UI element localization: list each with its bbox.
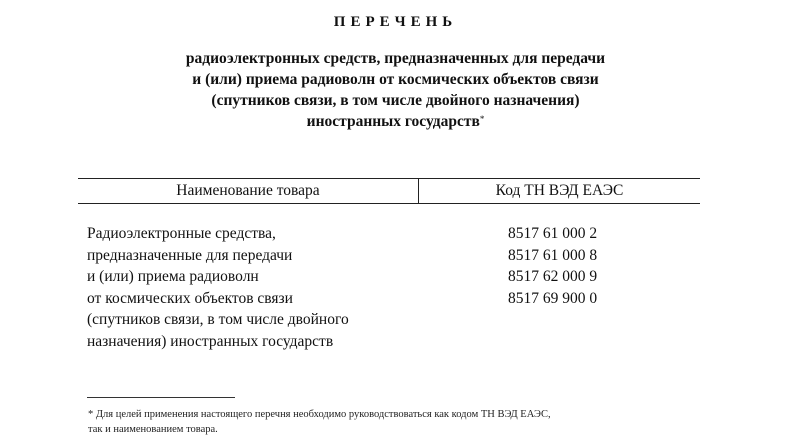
- tnved-code: 8517 69 900 0: [508, 289, 598, 307]
- subtitle-line-text: иностранных государств: [306, 113, 480, 130]
- column-header-code: Код ТН ВЭД ЕАЭС: [495, 182, 624, 199]
- footnote-mark: *: [479, 114, 485, 124]
- table-top-rule: [78, 178, 700, 179]
- tnved-code: 8517 61 000 8: [508, 246, 598, 264]
- tnved-code: 8517 61 000 2: [508, 225, 598, 242]
- footnote-line: так и наименованием товара.: [88, 424, 218, 435]
- subtitle-line: (спутников связи, в том числе двойного назначения): [211, 92, 580, 109]
- document-heading: ПЕРЕЧЕНЬ: [333, 14, 458, 30]
- description-line: (спутников связи, в том числе двойного: [87, 311, 349, 328]
- footnote-separator: [87, 397, 235, 398]
- description-line: и (или) приема радиоволн: [87, 268, 259, 285]
- subtitle-line: и (или) приема радиоволн от космических объектов связи: [192, 71, 599, 88]
- footnote: [88, 407, 728, 437]
- description-line: Радиоэлектронные средства,: [87, 225, 276, 242]
- description-line: назначения) иностранных государств: [87, 332, 334, 350]
- description-line: от космических объектов связи: [87, 289, 293, 307]
- tnved-code: 8517 62 000 9: [508, 268, 598, 285]
- subtitle-line-last: [0, 111, 791, 132]
- header-bottom-rule: [78, 203, 700, 204]
- column-header-name: Наименование товара: [176, 182, 320, 199]
- document-subtitle: [0, 48, 791, 132]
- goods-codes: [508, 223, 688, 309]
- subtitle-line: радиоэлектронных средств, предназначенных для передачи: [185, 50, 606, 67]
- description-line: предназначенные для передачи: [87, 246, 293, 264]
- footnote-line: * Для целей применения настоящего перечня необходимо руководствоваться как кодом ТН ВЭД ЕАЭС,: [88, 409, 551, 420]
- goods-description: [87, 223, 417, 352]
